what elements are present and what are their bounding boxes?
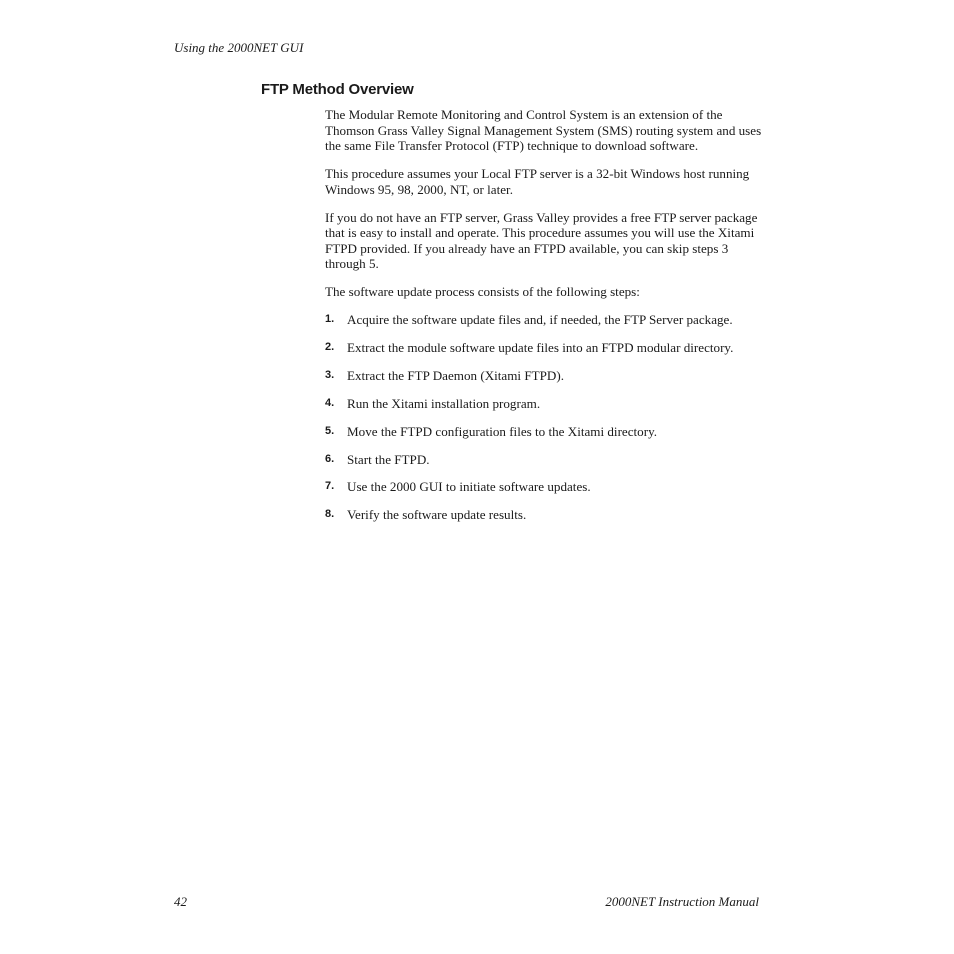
step-number: 5. [325, 424, 335, 437]
list-item [325, 312, 765, 328]
step-number: 6. [325, 452, 335, 465]
section-body [325, 107, 765, 535]
page-number: 42 [174, 894, 187, 909]
step-text: Extract the FTP Daemon (Xitami FTPD). [347, 367, 564, 383]
list-item [325, 479, 765, 495]
manual-title: 2000NET Instruction Manual [605, 894, 759, 909]
step-text: Run the Xitami installation program. [347, 395, 541, 411]
step-number: 4. [325, 396, 335, 409]
list-item [325, 424, 765, 440]
step-text: Use the 2000 GUI to initiate software updates. [347, 479, 591, 495]
step-text: Move the FTPD configuration files to the Xitami directory. [347, 423, 658, 439]
step-text: Start the FTPD. [347, 451, 430, 467]
step-number: 8. [325, 508, 335, 521]
steps-list [325, 312, 765, 523]
paragraph-assumption: This procedure assumes your Local FTP server is a 32-bit Windows host running Windows 95, 98, 2000, NT, or later. [325, 166, 750, 197]
step-text: Acquire the software update files and, if needed, the FTP Server package. [347, 312, 733, 328]
list-item [325, 340, 765, 356]
section-title: FTP Method Overview [261, 81, 414, 98]
step-number: 3. [325, 368, 335, 381]
list-item [325, 452, 765, 468]
paragraph-intro: The Modular Remote Monitoring and Control System is an extension of the Thomson Grass Valley Signal Management System (SMS) routing system and uses the same File Transfer Protocol (FTP) technique to download software. [325, 107, 762, 154]
running-head: Using the 2000NET GUI [174, 40, 304, 55]
step-number: 7. [325, 480, 335, 493]
paragraph-steps-lead: The software update process consists of the following steps: [325, 284, 640, 300]
paragraph-ftp-server: If you do not have an FTP server, Grass Valley provides a free FTP server package that is easy to install and operate. This procedure assumes you will use the Xitami FTPD provided. If you already have an FTPD available, you can skip steps 3 through 5. [325, 209, 758, 272]
list-item [325, 396, 765, 412]
step-number: 1. [325, 313, 335, 326]
step-text: Extract the module software update files into an FTPD modular directory. [347, 340, 734, 356]
list-item [325, 368, 765, 384]
list-item [325, 507, 765, 523]
step-text: Verify the software update results. [347, 507, 527, 523]
step-number: 2. [325, 341, 335, 354]
